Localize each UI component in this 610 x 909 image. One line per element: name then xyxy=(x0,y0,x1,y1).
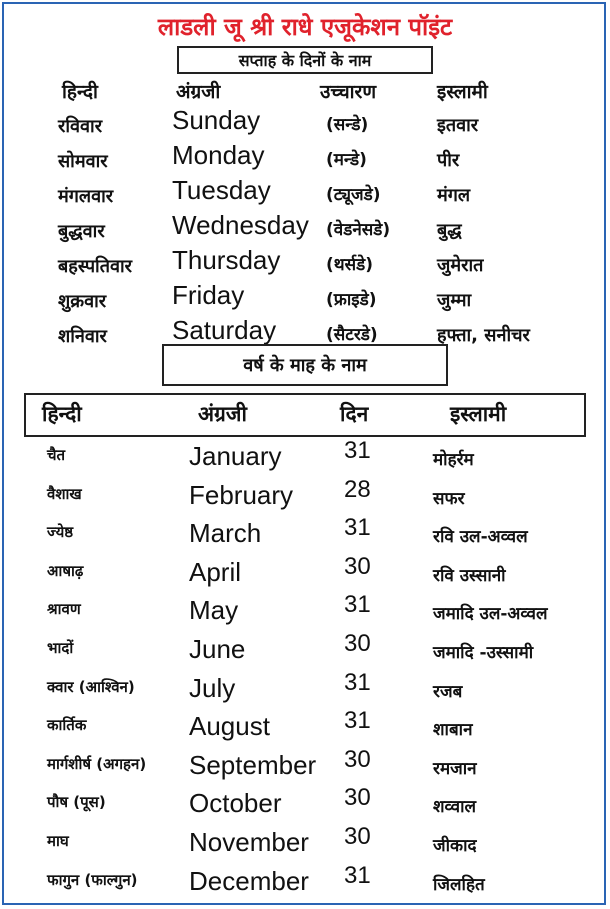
month-row xyxy=(0,745,610,788)
day-english: Friday xyxy=(172,280,245,310)
month-col-days: दिन xyxy=(340,402,369,426)
month-days: 30 xyxy=(344,823,371,850)
month-english: April xyxy=(189,556,242,587)
day-english: Wednesday xyxy=(172,210,309,240)
day-english: Thursday xyxy=(172,245,281,275)
month-days: 30 xyxy=(344,552,371,580)
month-english: May xyxy=(189,595,239,626)
day-hindi: सोमवार xyxy=(58,151,108,172)
day-pron: (वेडनेसडे) xyxy=(326,220,391,240)
month-islami: रवि उल-अव्वल xyxy=(433,527,528,548)
day-pron: (ट्यूजडे) xyxy=(326,185,381,205)
month-col-hindi: हिन्दी xyxy=(42,402,82,426)
day-hindi: शनिवार xyxy=(58,326,107,347)
day-islami: हफ्ता, सनीचर xyxy=(437,325,530,346)
month-hindi: भादों xyxy=(47,639,74,657)
day-english: Saturday xyxy=(172,315,277,345)
month-hindi: आषाढ़ xyxy=(47,561,84,580)
month-english: November xyxy=(189,827,309,857)
month-hindi: क्वार (आश्विन) xyxy=(47,677,135,696)
page-title: लाडली जू श्री राधे एजूकेशन पॉइंट xyxy=(157,13,453,41)
day-hindi: बुद्धवार xyxy=(58,221,105,242)
week-row xyxy=(0,140,610,180)
week-heading-box xyxy=(177,46,433,74)
month-english: September xyxy=(189,749,317,780)
day-pron: (सन्डे) xyxy=(326,115,369,135)
month-days: 30 xyxy=(344,745,371,773)
month-hindi: श्रावण xyxy=(47,600,81,619)
month-row xyxy=(0,784,610,826)
day-islami: बुद्ध xyxy=(437,220,462,241)
month-english: January xyxy=(189,441,282,471)
month-english: August xyxy=(189,711,270,742)
month-row xyxy=(0,823,610,865)
month-days: 30 xyxy=(344,630,371,657)
month-hindi: मार्गशीर्ष (अगहन) xyxy=(47,754,147,773)
month-row xyxy=(0,630,610,672)
month-islami: रजब xyxy=(433,681,463,702)
week-row xyxy=(0,280,610,320)
month-islami: जमादि -उस्सामी xyxy=(433,643,534,663)
month-heading: वर्ष के माह के नाम xyxy=(243,355,367,376)
week-row xyxy=(0,210,610,250)
month-hindi: ज्येष्ठ xyxy=(47,523,74,542)
month-row xyxy=(0,861,610,904)
month-islami: जिलहित xyxy=(433,874,485,895)
month-days: 31 xyxy=(344,437,371,464)
month-col-english: अंग्रजी xyxy=(198,402,247,426)
month-row xyxy=(0,668,610,711)
month-islami: जीकाद xyxy=(433,836,477,856)
month-hindi: कार्तिक xyxy=(47,716,87,735)
month-english: July xyxy=(189,672,236,703)
month-days: 31 xyxy=(344,861,371,889)
month-row xyxy=(0,707,610,749)
day-english: Monday xyxy=(172,140,265,170)
month-row xyxy=(0,437,610,479)
month-row xyxy=(0,552,610,595)
day-pron: (थर्सडे) xyxy=(326,255,373,275)
month-hindi: वैशाख xyxy=(47,484,82,503)
month-heading-box xyxy=(162,344,448,386)
month-row xyxy=(0,514,610,556)
day-hindi: बहस्पतिवार xyxy=(58,256,133,277)
day-islami: पीर xyxy=(437,150,460,171)
month-islami: रवि उस्सानी xyxy=(433,565,506,586)
month-hindi: पौष (पूस) xyxy=(47,793,106,812)
week-col-islami: इस्लामी xyxy=(437,81,488,103)
month-english: March xyxy=(189,518,262,549)
month-days: 31 xyxy=(344,591,371,619)
day-pron: (मन्डे) xyxy=(326,150,367,170)
week-row xyxy=(0,245,610,285)
week-heading: सप्ताह के दिनों के नाम xyxy=(238,51,372,70)
month-days: 30 xyxy=(344,784,371,812)
month-islami: शव्वाल xyxy=(433,797,477,818)
day-pron: (फ्राइडे) xyxy=(326,290,377,310)
day-hindi: शुक्रवार xyxy=(58,291,107,312)
day-islami: मंगल xyxy=(437,185,471,206)
month-islami: जमादि उल-अव्वल xyxy=(433,604,548,625)
month-row xyxy=(0,475,610,518)
month-english: December xyxy=(189,865,309,896)
day-islami: जुम्मा xyxy=(437,290,472,311)
month-islami: शाबान xyxy=(433,720,473,741)
day-islami: इतवार xyxy=(437,115,479,136)
month-days: 28 xyxy=(344,475,371,503)
month-hindi: माघ xyxy=(47,832,69,850)
month-hindi: चैत xyxy=(47,446,66,464)
month-islami: रमजान xyxy=(433,758,477,779)
week-col-hindi: हिन्दी xyxy=(62,81,98,103)
day-english: Sunday xyxy=(172,105,261,135)
month-english: February xyxy=(189,479,294,510)
month-hindi: फागुन (फाल्गुन) xyxy=(47,870,138,889)
week-row xyxy=(0,105,610,145)
month-days: 31 xyxy=(344,707,371,735)
month-days: 31 xyxy=(344,514,371,542)
month-islami: सफर xyxy=(433,488,465,509)
month-col-islami: इस्लामी xyxy=(450,402,507,426)
month-islami: मोहर्रम xyxy=(433,450,474,470)
week-col-pron: उच्चारण xyxy=(320,81,377,103)
month-english: June xyxy=(189,634,246,664)
month-days: 31 xyxy=(344,668,371,696)
month-english: October xyxy=(189,788,282,819)
day-pron: (सैटरडे) xyxy=(326,325,378,345)
day-english: Tuesday xyxy=(172,175,271,205)
week-col-english: अंग्रजी xyxy=(176,81,221,103)
day-hindi: मंगलवार xyxy=(58,186,114,207)
month-row xyxy=(0,591,610,633)
day-islami: जुमेरात xyxy=(437,255,484,276)
day-hindi: रविवार xyxy=(58,116,103,137)
